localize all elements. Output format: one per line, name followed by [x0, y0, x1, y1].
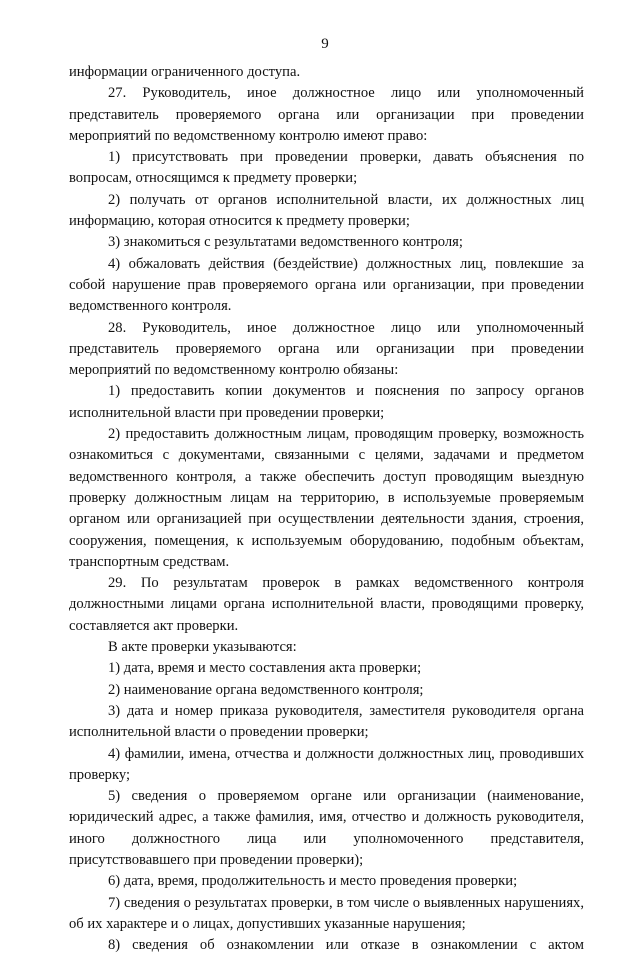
paragraph-item-27: 27. Руководитель, иное должностное лицо или уполномоченный представитель проверяемого органа или организации при проведении мероприятий по ведомственному контролю имеют право: [69, 85, 584, 144]
list-item: 5) сведения о проверяемом органе или организации (наименование, юридический адрес, а также фамилия, имя, отчество и должность руководителя, иного должностного лица или уполномоченного представителя, присутствовавшего при проведении проверки); [69, 788, 584, 868]
list-item: 3) знакомиться с результатами ведомственного контроля; [108, 234, 463, 251]
list-item: 1) дата, время и место составления акта проверки; [108, 660, 422, 677]
list-heading: В акте проверки указываются: [108, 639, 297, 656]
list-item: 4) фамилии, имена, отчества и должности должностных лиц, проводивших проверку; [69, 745, 584, 783]
paragraph-item-29: 29. По результатам проверок в рамках ведомственного контроля должностными лицами органа исполнительной власти, проводящими проверку, составляется акт проверки. [69, 575, 584, 634]
paragraph-item-28: 28. Руководитель, иное должностное лицо или уполномоченный представитель проверяемого органа или организации при проведении мероприятий по ведомственному контролю обязаны: [69, 319, 584, 379]
list-item: 1) предоставить копии документов и пояснения по запросу органов исполнительной власти при проведении проверки; [69, 383, 584, 421]
list-item: 3) дата и номер приказа руководителя, заместителя руководителя органа исполнительной власти о проведении проверки; [69, 702, 584, 741]
list-item: 2) предоставить должностным лицам, проводящим проверку, возможность ознакомиться с документами, связанными с целями, задачами и предметом ведомственного контроля, а также обеспечить доступ проводящим выездную проверку должностным лицам на территорию, в используемые проверяемым органом или организацией при осуществлении деятельности здания, строения, сооружения, помещения, к используемым оборудованию, подобным объектам, транспортным средствам. [69, 426, 584, 570]
list-item: 8) сведения об ознакомлении или отказе в ознакомлении с актом [108, 937, 584, 954]
list-item: 1) присутствовать при проведении проверки, давать объяснения по вопросам, относящимся к предмету проверки; [69, 149, 584, 187]
list-item: 2) получать от органов исполнительной власти, их должностных лиц информацию, которая относится к предмету проверки; [69, 191, 584, 230]
page-number: 9 [321, 36, 329, 52]
paragraph: информации ограниченного доступа. [69, 64, 301, 80]
document-body [69, 62, 584, 956]
list-item: 7) сведения о результатах проверки, в том числе о выявленных нарушениях, об их характере и о лицах, допустивших указанные нарушения; [69, 894, 584, 932]
list-item: 6) дата, время, продолжительность и место проведения проверки; [108, 873, 518, 890]
list-item: 2) наименование органа ведомственного контроля; [108, 681, 424, 698]
list-item: 4) обжаловать действия (бездействие) должностных лиц, повлекшие за собой нарушение прав проверяемого органа или организации, при проведении ведомственного контроля. [69, 255, 584, 315]
